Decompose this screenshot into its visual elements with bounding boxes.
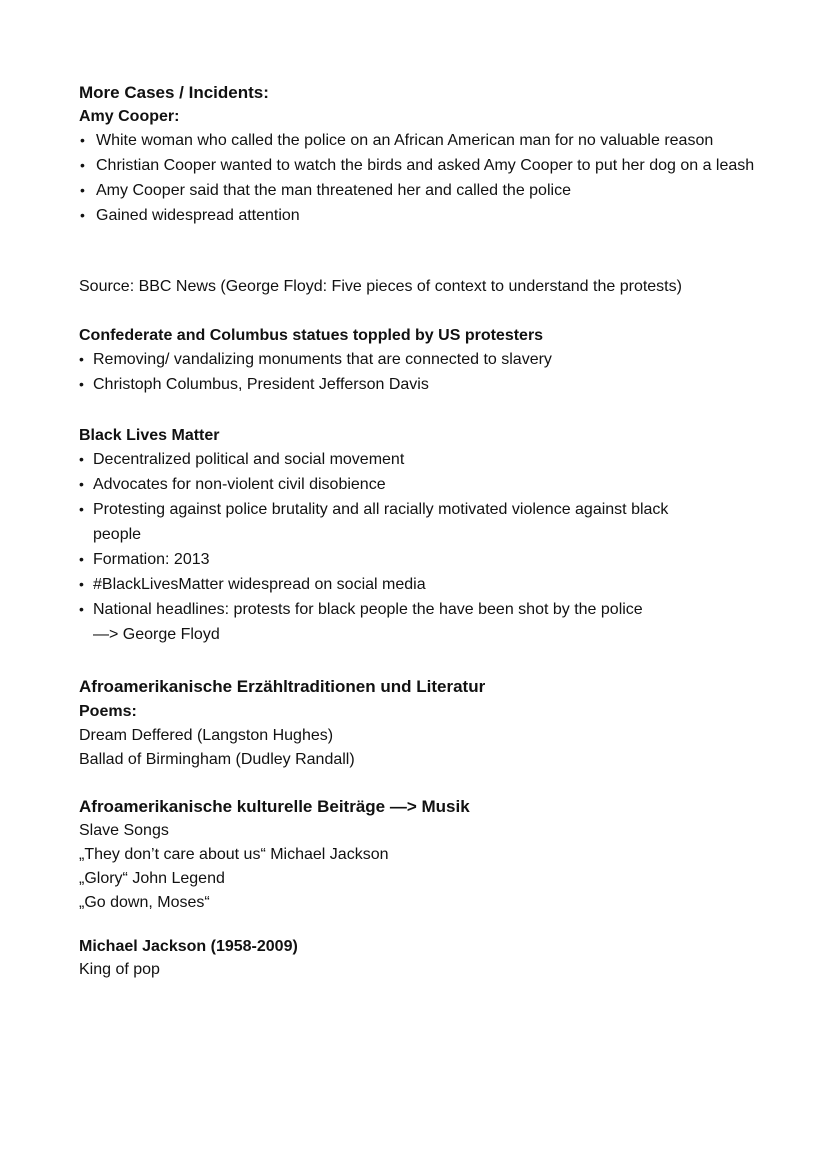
list-item: • Gained widespread attention bbox=[80, 207, 300, 224]
list-item: • Removing/ vandalizing monuments that are connected to slavery bbox=[79, 351, 552, 368]
section-jackson bbox=[79, 936, 769, 982]
jackson-line: King of pop bbox=[79, 961, 160, 978]
more-cases-heading: More Cases / Incidents: bbox=[79, 83, 269, 102]
list-item: • White woman who called the police on an African American man for no valuable reason bbox=[80, 132, 714, 149]
george-floyd-continuation: —> George Floyd bbox=[93, 626, 220, 643]
poems-subheading: Poems: bbox=[79, 703, 137, 720]
list-item: • Christoph Columbus, President Jefferson Davis bbox=[79, 376, 429, 393]
section-music bbox=[79, 795, 769, 915]
section-blm bbox=[79, 425, 769, 647]
music-line: „They don’t care about us“ Michael Jackson bbox=[79, 846, 389, 863]
list-item: • Amy Cooper said that the man threatened her and called the police bbox=[80, 182, 571, 199]
music-line: „Glory“ John Legend bbox=[79, 870, 225, 887]
poem-line: Ballad of Birmingham (Dudley Randall) bbox=[79, 751, 355, 768]
list-item: • Decentralized political and social movement bbox=[79, 451, 405, 468]
poem-line: Dream Deffered (Langston Hughes) bbox=[79, 727, 334, 744]
section-more-cases bbox=[79, 81, 769, 228]
list-item: • National headlines: protests for black people the have been shot by the police —> George Floyd bbox=[79, 597, 769, 647]
list-item: • Advocates for non-violent civil disobience bbox=[79, 476, 386, 493]
amy-cooper-subheading: Amy Cooper: bbox=[79, 108, 180, 125]
list-item: • Formation: 2013 bbox=[79, 551, 210, 568]
list-item: • Protesting against police brutality and all racially motivated violence against black people bbox=[79, 501, 669, 543]
amy-cooper-bullets bbox=[79, 128, 769, 228]
list-item: • Christian Cooper wanted to watch the birds and asked Amy Cooper to put her dog on a leash bbox=[80, 157, 755, 174]
list-item: • #BlackLivesMatter widespread on social media bbox=[79, 576, 426, 593]
music-line: „Go down, Moses“ bbox=[79, 894, 210, 911]
blm-bullets bbox=[79, 447, 769, 647]
jackson-heading: Michael Jackson (1958-2009) bbox=[79, 938, 298, 955]
blm-heading: Black Lives Matter bbox=[79, 427, 220, 444]
source-line: Source: BBC News (George Floyd: Five pieces of context to understand the protests) bbox=[79, 278, 682, 295]
music-line: Slave Songs bbox=[79, 822, 169, 839]
statues-heading: Confederate and Columbus statues toppled by US protesters bbox=[79, 327, 544, 344]
music-heading: Afroamerikanische kulturelle Beiträge —> Musik bbox=[79, 797, 470, 816]
section-statues bbox=[79, 325, 769, 397]
section-literature bbox=[79, 675, 769, 772]
literature-heading: Afroamerikanische Erzähltraditionen und Literatur bbox=[79, 677, 486, 696]
statues-bullets bbox=[79, 347, 769, 397]
